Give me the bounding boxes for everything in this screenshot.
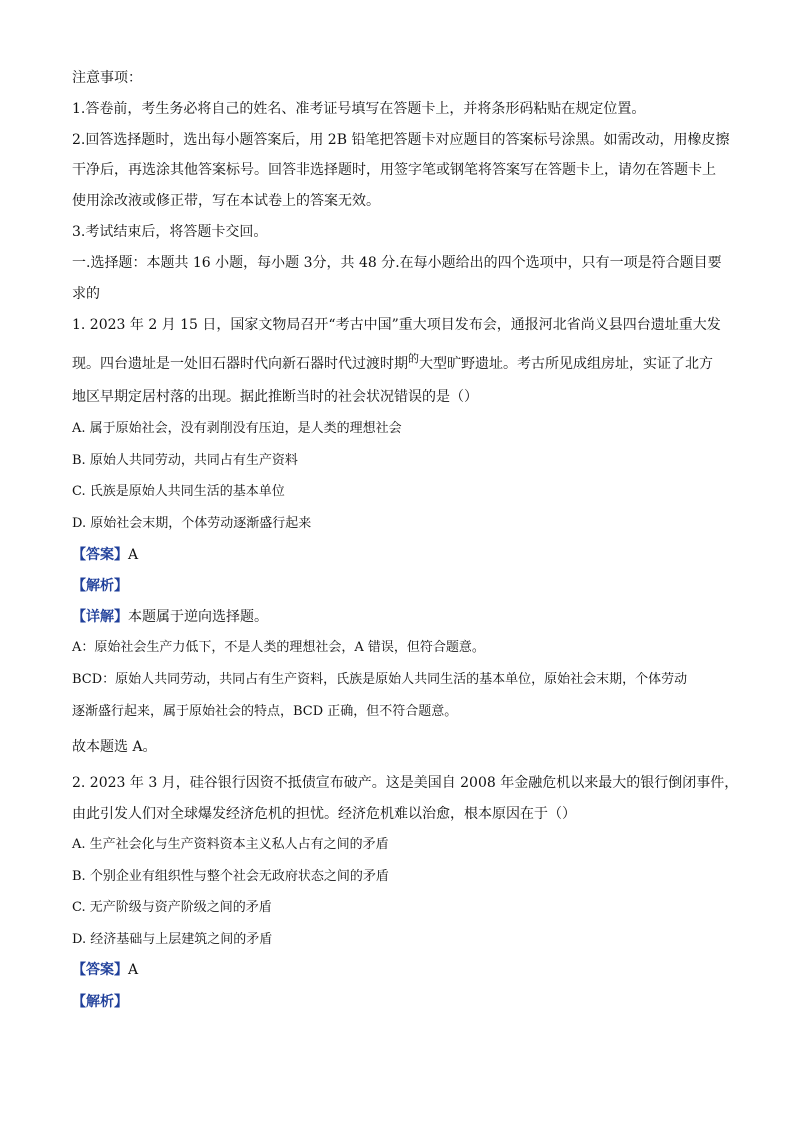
- q1-explanation-a: A：原始社会生产力低下，不是人类的理想社会，A 错误，但符合题意。: [72, 640, 485, 655]
- q1-option-d: D. 原始社会末期，个体劳动逐渐盛行起来: [72, 516, 312, 531]
- q1-detail: [72, 607, 268, 627]
- notice-item-1: 1.答卷前，考生务必将自己的姓名、准考证号填写在答题卡上，并将条形码粘贴在规定位置。: [72, 101, 646, 117]
- q1-explanation-bcd-line-1: BCD：原始人共同劳动，共同占有生产资料，氏族是原始人共同生活的基本单位，原始社会末期，个体劳动: [72, 672, 688, 687]
- q1-conclusion: 故本题选 A。: [72, 739, 157, 755]
- section-heading-line-2: 求的: [72, 286, 100, 302]
- q2-option-d: D. 经济基础与上层建筑之间的矛盾: [72, 932, 273, 947]
- q1-explanation-bcd-line-2: 逐渐盛行起来，属于原始社会的特点，BCD 正确，但不符合题意。: [72, 704, 458, 719]
- q1-option-b: B. 原始人共同劳动，共同占有生产资料: [72, 453, 298, 468]
- q1-option-c: C. 氏族是原始人共同生活的基本单位: [72, 484, 285, 499]
- q2-analysis-tag-text: 【解析】: [72, 994, 128, 1010]
- q2-analysis-tag: [72, 992, 128, 1012]
- q1-analysis-tag-text: 【解析】: [72, 578, 128, 594]
- q2-answer-tag: 【答案】: [72, 962, 128, 978]
- q2-option-b: B. 个别企业有组织性与整个社会无政府状态之间的矛盾: [72, 869, 389, 884]
- section-heading-line-1: 一.选择题：本题共 16 小题，每小题 3分，共 48 分.在每小题给出的四个选项中，只有一项是符合题目要: [72, 255, 722, 271]
- q1-stem-line-3: 地区早期定居村落的出现。据此推断当时的社会状况错误的是（）: [72, 389, 478, 405]
- q1-option-a: A. 属于原始社会，没有剥削没有压迫，是人类的理想社会: [72, 421, 402, 436]
- q1-detail-text: 本题属于逆向选择题。: [128, 609, 268, 625]
- q1-detail-tag: 【详解】: [72, 609, 128, 625]
- q2-answer-value: A: [128, 962, 139, 978]
- q2-answer: [72, 960, 138, 980]
- q1-answer-tag: 【答案】: [72, 547, 128, 563]
- q2-option-c: C. 无产阶级与资产阶级之间的矛盾: [72, 900, 272, 915]
- q1-analysis-tag: [72, 576, 128, 596]
- q2-stem-line-1: 2. 2023 年 3 月，硅谷银行因资不抵债宣布破产。这是美国自 2008 年金融危机以来最大的银行倒闭事件，: [72, 775, 739, 791]
- q1-stem-line-1: 1. 2023 年 2 月 15 日，国家文物局召开“考古中国”重大项目发布会，通报河北省尚义县四台遗址重大发: [72, 317, 721, 333]
- notice-item-3: 3.考试结束后，将答题卡交回。: [72, 224, 268, 240]
- notice-item-2-line-1: 2.回答选择题时，选出每小题答案后，用 2B 铅笔把答题卡对应题目的答案标号涂黑。如需改动，用橡皮擦: [72, 132, 730, 148]
- q1-stem-superscript-char: 的: [408, 352, 419, 365]
- q1-answer-value: A: [128, 547, 139, 563]
- notice-item-2-line-2: 干净后，再选涂其他答案标号。回答非选择题时，用签字笔或钢笔将答案写在答题卡上，请勿在答题卡上: [72, 162, 716, 178]
- q2-option-a: A. 生产社会化与生产资料资本主义私人占有之间的矛盾: [72, 837, 389, 852]
- notice-title: 注意事项：: [72, 70, 142, 86]
- q1-answer: [72, 545, 138, 565]
- q1-stem-line-2-part-a: 现。四台遗址是一处旧石器时代向新石器时代过渡时期: [72, 356, 408, 372]
- q1-stem-line-2: [72, 354, 713, 375]
- q2-stem-line-2: 由此引发人们对全球爆发经济危机的担忧。经济危机难以治愈，根本原因在于（）: [72, 806, 576, 822]
- notice-item-2-line-3: 使用涂改液或修正带，写在本试卷上的答案无效。: [72, 193, 380, 209]
- q1-stem-line-2-part-b: 大型旷野遗址。考古所见成组房址，实证了北方: [419, 356, 713, 372]
